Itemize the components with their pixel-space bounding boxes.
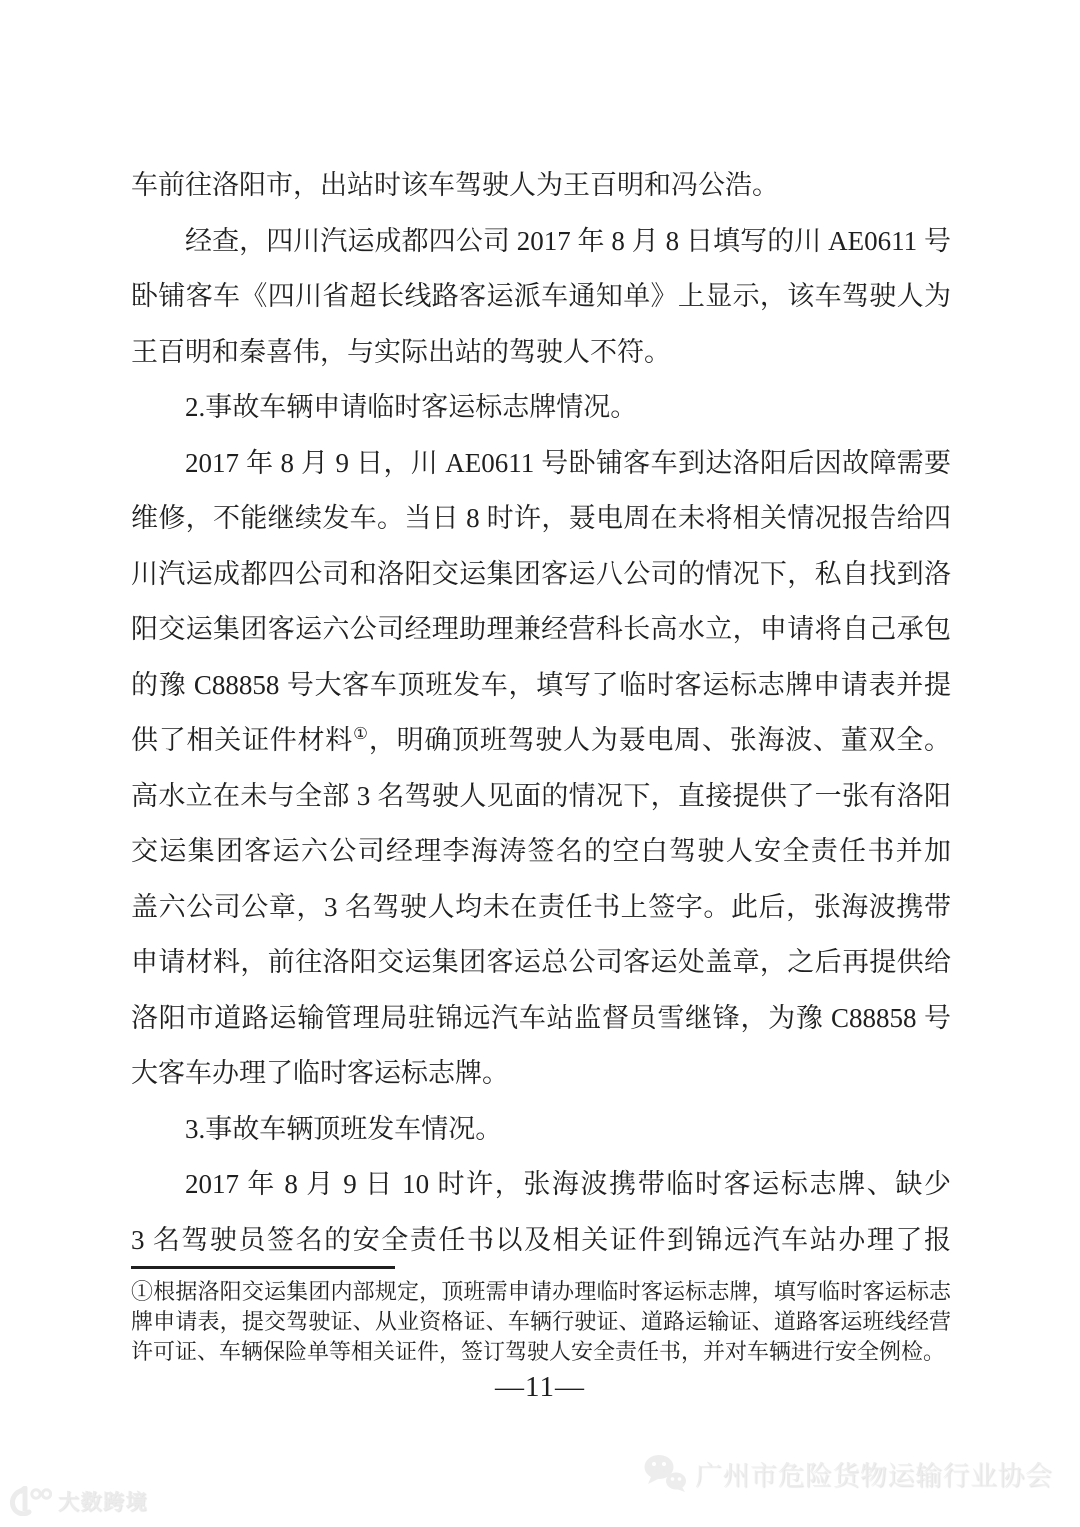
body-text: [131, 158, 951, 1268]
footnote-separator: [131, 1266, 395, 1269]
body-line: 阳交运集团客运六公司经理助理兼经营科长高水立，申请将自己承包: [131, 614, 951, 644]
body-line: 王百明和秦喜伟，与实际出站的驾驶人不符。: [131, 336, 671, 367]
body-line: 卧铺客车《四川省超长线路客运派车通知单》上显示，该车驾驶人为: [131, 281, 951, 311]
body-line: 大客车办理了临时客运标志牌。: [131, 1058, 509, 1088]
footnote-line: ①根据洛阳交运集团内部规定，顶班需申请办理临时客运标志牌，填写临时客运标志: [131, 1279, 951, 1304]
watermark-left: [8, 1486, 148, 1516]
footnote-reference-mark: ①: [353, 724, 369, 743]
body-line: 2017 年 8 月 9 日，川 AE0611 号卧铺客车到达洛阳后因故障需要: [185, 447, 951, 478]
body-line: 高水立在未与全部 3 名驾驶人见面的情况下，直接提供了一张有洛阳: [131, 780, 951, 811]
body-line: 3 名驾驶员签名的安全责任书以及相关证件到锦远汽车站办理了报: [131, 1224, 951, 1255]
watermark-right-label: 广州市危险货物运输行业协会: [695, 1460, 1053, 1492]
wechat-icon: [643, 1452, 687, 1494]
footnote: [131, 1277, 951, 1367]
body-line-heading: 3.事故车辆顶班发车情况。: [185, 1113, 503, 1144]
body-line-segment: 供了相关证件材料: [131, 725, 354, 755]
body-line: [131, 713, 951, 769]
body-line: 申请材料，前往洛阳交运集团客运总公司客运处盖章，之后再提供给: [131, 947, 951, 977]
body-line-heading: 2.事故车辆申请临时客运标志牌情况。: [185, 392, 638, 422]
dashukuajing-logo-icon: [8, 1486, 52, 1516]
watermark-left-label: 大数跨境: [58, 1490, 148, 1514]
footnote-line: 许可证、车辆保险单等相关证件，签订驾驶人安全责任书，并对车辆进行安全例检。: [131, 1339, 946, 1364]
footnote-line: 牌申请表，提交驾驶证、从业资格证、车辆行驶证、道路运输证、道路客运班线经营: [131, 1309, 951, 1334]
body-line: 洛阳市道路运输管理局驻锦远汽车站监督员雪继锋，为豫 C88858 号: [131, 1002, 951, 1033]
body-line: 盖六公司公章，3 名驾驶人均未在责任书上签字。此后，张海波携带: [131, 891, 951, 922]
body-line: 的豫 C88858 号大客车顶班发车，填写了临时客运标志牌申请表并提: [131, 669, 951, 700]
body-line: 维修，不能继续发车。当日 8 时许，聂电周在未将相关情况报告给四: [131, 503, 951, 533]
body-line: 川汽运成都四公司和洛阳交运集团客运八公司的情况下，私自找到洛: [131, 558, 951, 589]
body-line: 经查，四川汽运成都四公司 2017 年 8 月 8 日填写的川 AE0611 号: [185, 225, 951, 256]
body-line-segment: ，明确顶班驾驶人为聂电周、张海波、董双全。: [368, 725, 952, 755]
body-line: 2017 年 8 月 9 日 10 时许，张海波携带临时客运标志牌、缺少: [185, 1169, 951, 1199]
page-number: —11—: [495, 1371, 585, 1403]
watermark-right: [643, 1452, 1053, 1494]
body-line: 交运集团客运六公司经理李海涛签名的空白驾驶人安全责任书并加: [131, 836, 951, 866]
body-line: 车前往洛阳市，出站时该车驾驶人为王百明和冯公浩。: [131, 170, 779, 200]
